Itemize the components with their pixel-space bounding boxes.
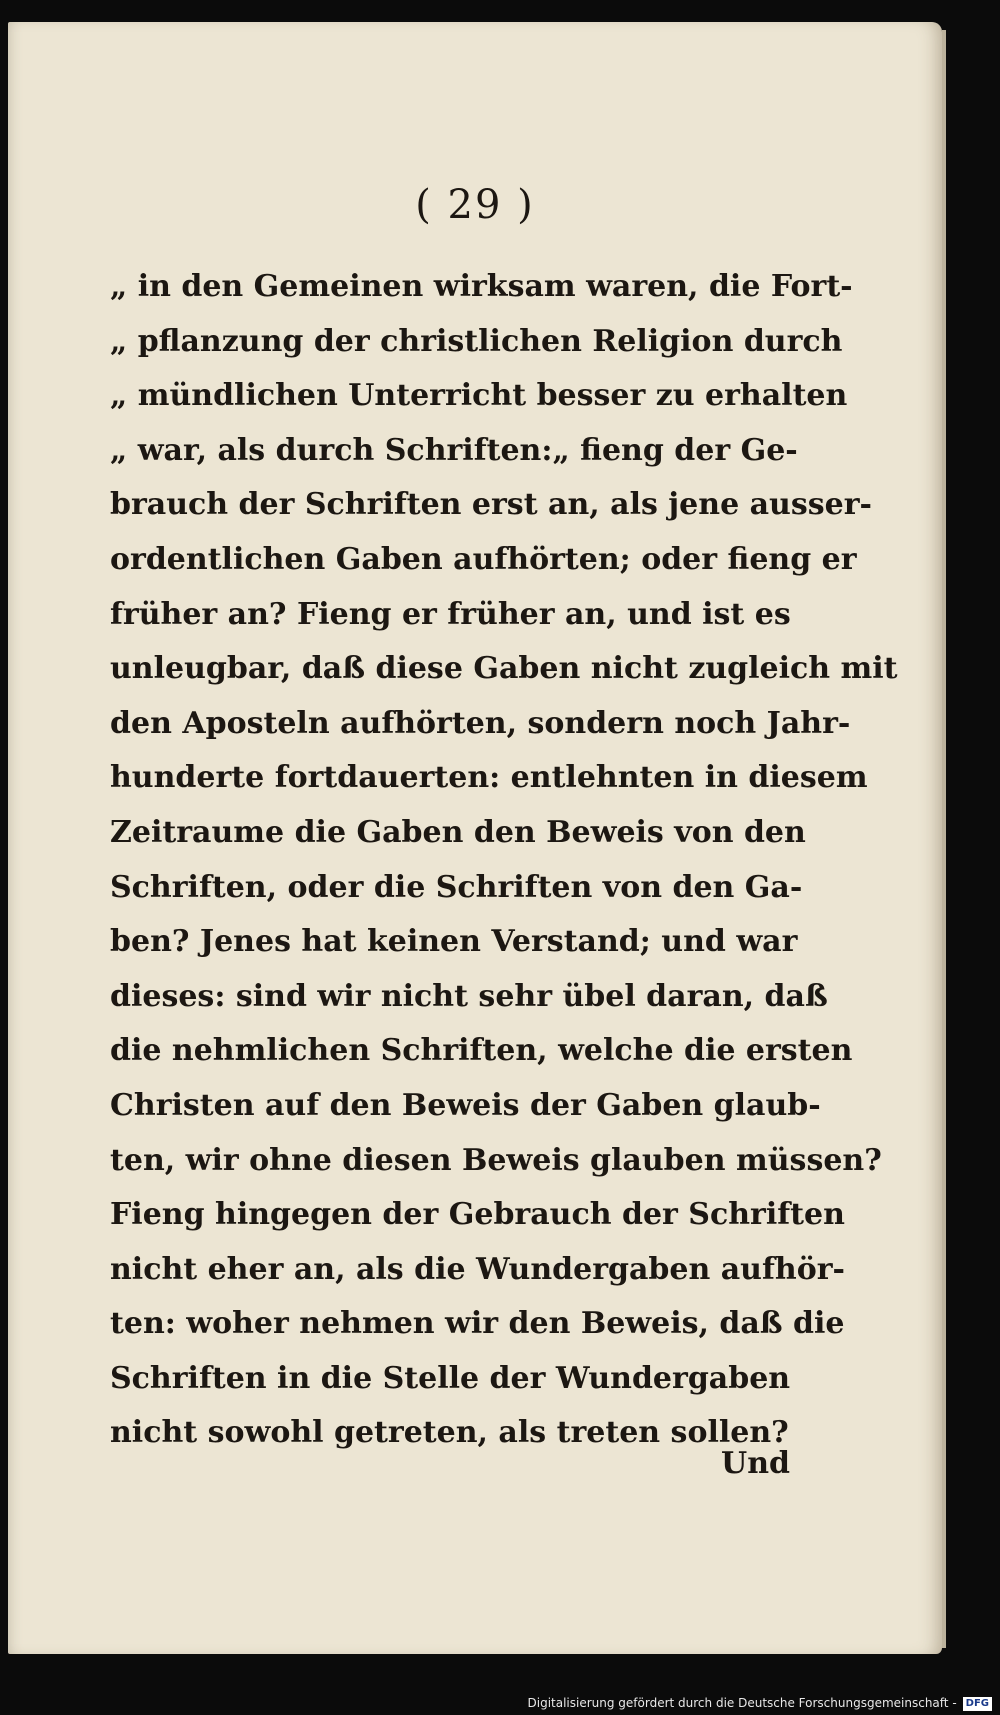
- text-line: früher an? Fieng er früher an, und ist es: [110, 596, 791, 632]
- text-line: „ in den Gemeinen wirksam waren, die Fort-: [110, 269, 853, 304]
- page-edge: [942, 30, 946, 1648]
- text-line: nicht eher an, als die Wundergaben aufhör-: [110, 1251, 845, 1287]
- text-line: dieses: sind wir nicht sehr übel daran, daß: [110, 978, 828, 1014]
- text-line: die nehmlichen Schriften, welche die ersten: [110, 1033, 853, 1069]
- text-line: hunderte fortdauerten: entlehnten in diesem: [110, 760, 868, 796]
- text-line: Schriften in die Stelle der Wundergaben: [110, 1360, 791, 1396]
- credit-text: Digitalisierung gefördert durch die Deutsche Forschungsgemeinschaft -: [527, 1696, 957, 1710]
- text-line: ten: woher nehmen wir den Beweis, daß die: [110, 1306, 845, 1342]
- book-page: [8, 22, 942, 1654]
- text-line: Fieng hingegen der Gebrauch der Schriften: [110, 1197, 845, 1233]
- page-number: ( 29 ): [415, 182, 535, 228]
- text-line: „ pflanzung der christlichen Religion durch: [110, 323, 843, 359]
- text-line: den Aposteln aufhörten, sondern noch Jahr-: [110, 705, 851, 741]
- text-line: „ war, als durch Schriften:„ fieng der Ge-: [110, 432, 798, 468]
- text-line: Zeitraume die Gaben den Beweis von den: [110, 814, 806, 850]
- text-line: brauch der Schriften erst an, als jene ausser-: [110, 487, 872, 523]
- dfg-logo: DFG: [963, 1697, 992, 1711]
- text-line: unleugbar, daß diese Gaben nicht zugleich mit: [110, 651, 898, 687]
- text-line: ben? Jenes hat keinen Verstand; und war: [110, 924, 798, 960]
- catchword: Und: [721, 1446, 790, 1481]
- digitization-credit: [528, 1693, 993, 1713]
- text-line: nicht sowohl getreten, als treten sollen?: [110, 1415, 789, 1451]
- text-line: „ mündlichen Unterricht besser zu erhalten: [110, 378, 848, 414]
- text-line: ten, wir ohne diesen Beweis glauben müssen?: [110, 1142, 882, 1178]
- text-line: Schriften, oder die Schriften von den Ga-: [110, 869, 803, 905]
- body-text: [110, 260, 898, 1461]
- text-line: Christen auf den Beweis der Gaben glaub-: [110, 1087, 821, 1123]
- text-line: ordentlichen Gaben aufhörten; oder fieng er: [110, 541, 857, 577]
